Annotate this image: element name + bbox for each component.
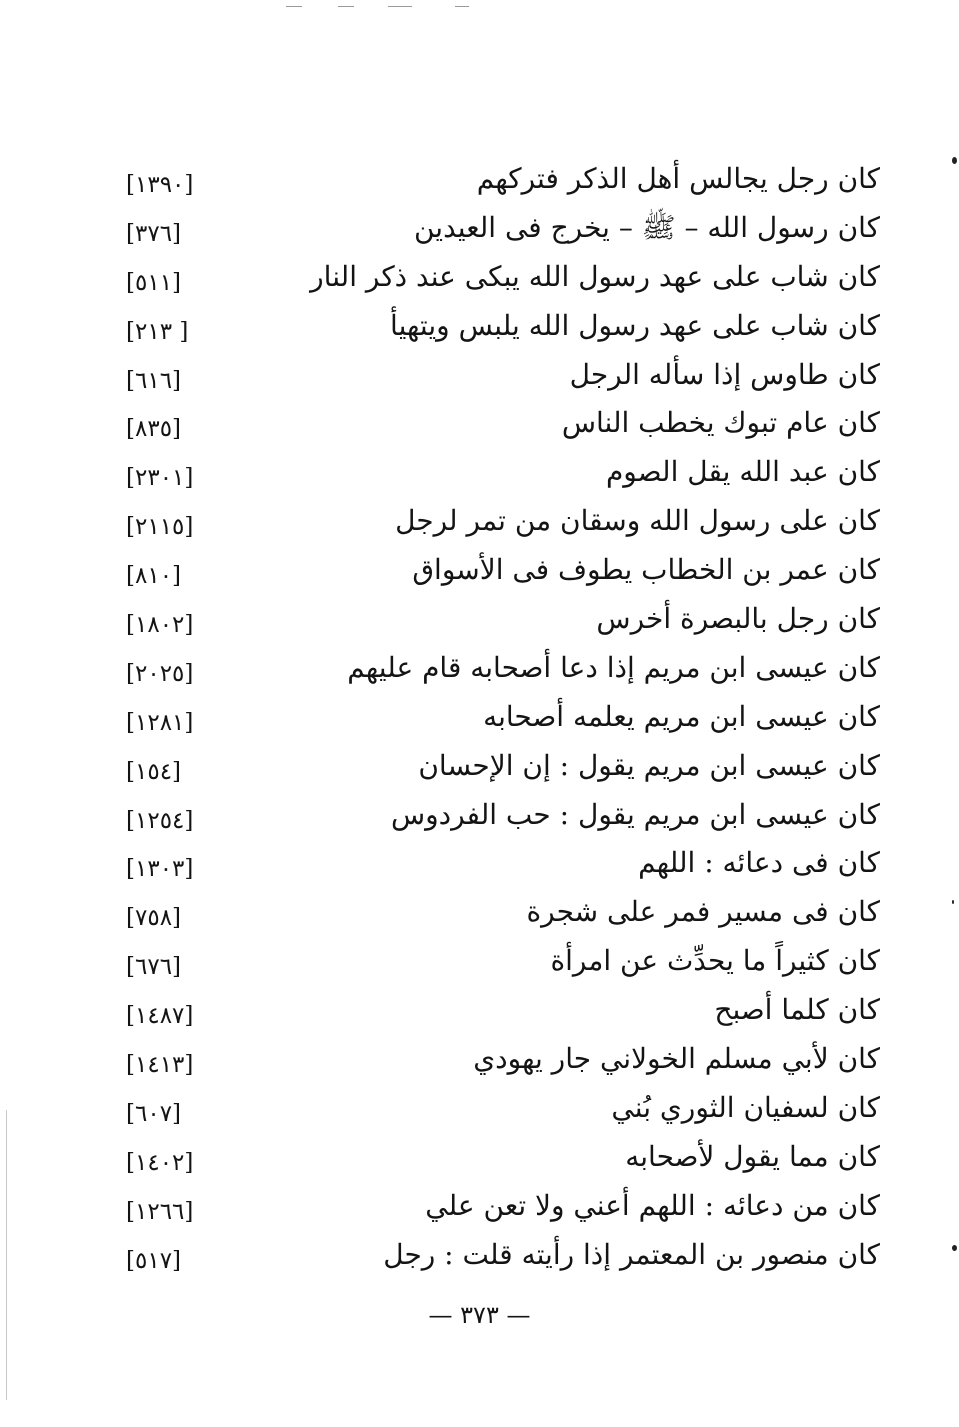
entry-text: كان عبد الله يقل الصوم <box>605 455 880 489</box>
top-edge-dash <box>338 6 354 7</box>
entry-text: كان مما يقول لأصحابه <box>625 1139 880 1173</box>
entry-reference-number: [١٢٥٤] <box>126 807 194 834</box>
index-entry <box>110 1234 880 1283</box>
entry-text: كان لسفيان الثوري بُني <box>611 1090 880 1124</box>
entry-reference-number: [٦٠٧] <box>126 1100 182 1127</box>
index-entry <box>110 158 880 207</box>
entry-reference-number: [٨١٠] <box>126 563 182 590</box>
entry-text: كان رجل يجالس أهل الذكر فتركهم <box>476 162 880 195</box>
entry-reference-number: [١٢٦٦] <box>126 1198 194 1225</box>
entry-reference-number: [١٤١٣] <box>126 1052 194 1079</box>
entry-reference-number: [٥١٧] <box>126 1247 182 1274</box>
scan-speck <box>952 157 957 164</box>
index-entry <box>110 696 880 745</box>
entry-text: كان فى مسير فمر على شجرة <box>526 895 880 929</box>
entry-text: كان عيسى ابن مريم يقول : حب الفردوس <box>390 797 880 831</box>
entry-reference-number: [١٢٨١] <box>126 709 194 736</box>
entry-text: كان على رسول الله وسقان من تمر لرجل <box>395 504 880 538</box>
index-entry <box>110 1136 880 1185</box>
index-entry <box>110 647 880 696</box>
index-entry <box>110 402 880 451</box>
entry-reference-number: [١٣٩٠] <box>126 172 194 198</box>
index-entry <box>110 354 880 403</box>
entry-reference-number: [٣٧٦] <box>126 220 182 247</box>
index-entry <box>110 598 880 647</box>
entry-text: كان رسول الله – ﷺ – يخرج فى العيدين <box>413 210 880 244</box>
index-entry <box>110 1087 880 1136</box>
entry-text: كان كلما أصبح <box>714 993 880 1027</box>
top-edge-dash <box>455 6 469 7</box>
entry-reference-number: [٨٣٥] <box>126 416 182 443</box>
entry-text: كان رجل بالبصرة أخرس <box>596 602 880 636</box>
index-entry <box>110 989 880 1038</box>
entry-reference-number: [١٥٤] <box>126 758 182 785</box>
index-entry <box>110 745 880 794</box>
index-entry <box>110 451 880 500</box>
entry-reference-number: [٢١١٥] <box>126 514 194 541</box>
index-entry <box>110 842 880 891</box>
entry-text: كان عمر بن الخطاب يطوف فى الأسواق <box>412 553 880 587</box>
entry-text: كان عيسى ابن مريم يقول : إن الإحسان <box>418 748 880 782</box>
index-entry-list <box>110 158 880 1282</box>
entry-text: كان عيسى ابن مريم إذا دعا أصحابه قام عليهم <box>347 650 880 684</box>
entry-reference-number: [١٤٠٢] <box>126 1149 194 1176</box>
index-entry <box>110 549 880 598</box>
entry-reference-number: [١٣٠٣] <box>126 856 194 883</box>
entry-text: كان طاوس إذا سأله الرجل <box>569 357 880 391</box>
entry-reference-number: [٢٣٠١] <box>126 465 194 492</box>
top-edge-dash <box>286 6 302 7</box>
entry-reference-number: [١٨٠٢] <box>126 612 194 639</box>
scan-speck <box>952 900 954 904</box>
entry-reference-number: [٧٥٨] <box>126 905 182 932</box>
entry-text: كان شاب على عهد رسول الله يبكى عند ذكر النار <box>310 259 880 293</box>
index-entry <box>110 256 880 305</box>
entry-text: كان عيسى ابن مريم يعلمه أصحابه <box>483 699 880 733</box>
top-edge-dash <box>388 6 412 7</box>
page-number: — ٣٧٣ — <box>428 1301 531 1329</box>
entry-text: كان شاب على عهد رسول الله يلبس ويتهيأ <box>390 308 880 342</box>
entry-reference-number: [٦١٦] <box>126 367 182 394</box>
index-entry <box>110 500 880 549</box>
entry-text: كان فى دعائه : اللهم <box>638 846 880 880</box>
entry-text: كان لأبي مسلم الخولاني جار يهودي <box>473 1042 880 1076</box>
entry-reference-number: [ ٢١٣] <box>126 318 189 345</box>
entry-reference-number: [٢٠٢٥] <box>126 660 194 687</box>
index-entry <box>110 1185 880 1234</box>
entry-text: كان منصور بن المعتمر إذا رأيته قلت : رجل <box>383 1237 880 1271</box>
index-entry <box>110 891 880 940</box>
entry-reference-number: [٦٧٦] <box>126 954 182 981</box>
index-entry <box>110 305 880 354</box>
index-entry <box>110 794 880 843</box>
scan-margin-line <box>6 1110 7 1400</box>
index-entry <box>110 207 880 256</box>
entry-text: كان من دعائه : اللهم أعني ولا تعن علي <box>425 1188 880 1222</box>
scan-speck <box>952 1245 957 1251</box>
entry-reference-number: [١٤٨٧] <box>126 1003 194 1030</box>
entry-text: كان كثيراً ما يحدِّث عن امرأة <box>550 944 880 978</box>
entry-reference-number: [٥١١] <box>126 269 182 296</box>
index-entry <box>110 940 880 989</box>
entry-text: كان عام تبوك يخطب الناس <box>561 406 880 440</box>
index-entry <box>110 1038 880 1087</box>
